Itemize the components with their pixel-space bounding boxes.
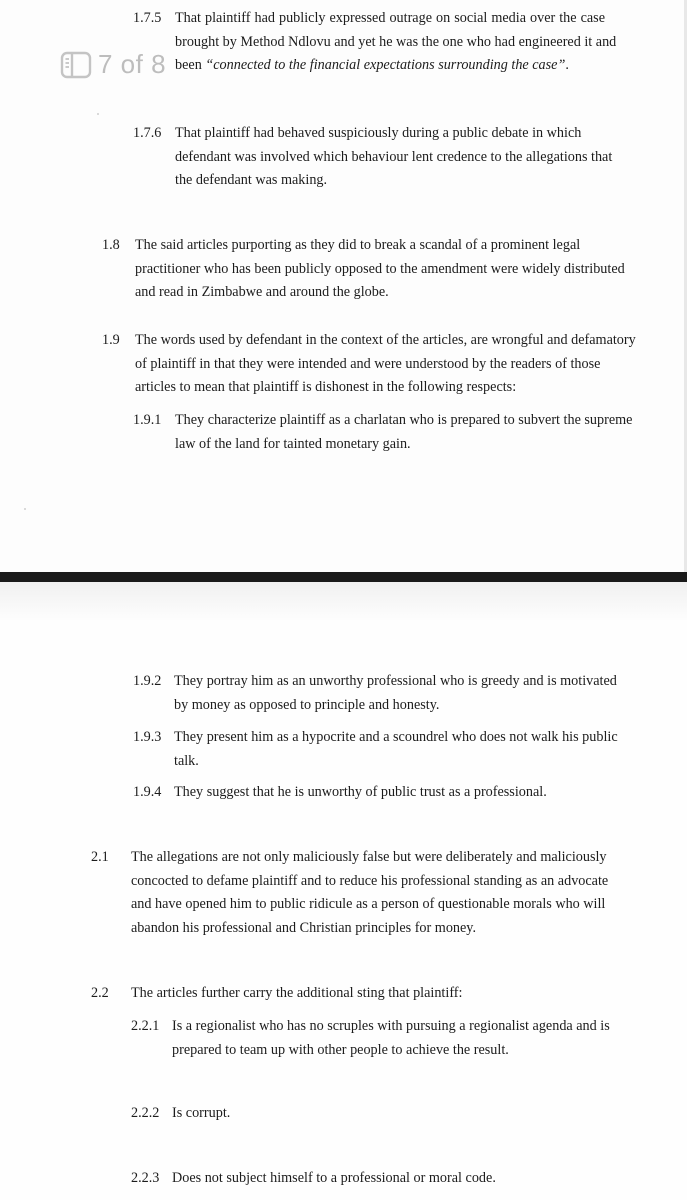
text-line: They present him as a hypocrite and a scoundrel who does not walk his public [174,729,618,745]
page-divider [0,572,687,582]
text-line: That plaintiff had behaved suspiciously during a public debate in which [175,125,582,141]
clause-text [135,234,625,305]
text-line: They suggest that he is unworthy of public trust as a professional. [174,784,547,800]
clause-number: 1.9 [102,332,120,348]
clause-text [174,726,618,773]
text-line: The said articles purporting as they did to break a scandal of a prominent legal [135,237,581,253]
clause-text [135,329,636,400]
text-line: of plaintiff in that they were intended and were understood by the readers of those [135,355,601,372]
clause-text [172,1167,604,1191]
text-line: abandon his professional and Christian principles for money. [131,919,477,936]
document-page-8 [0,582,687,1200]
page-shadow [0,582,687,622]
text-line: They portray him as an unworthy professional who is greedy and is motivated [174,673,617,689]
clause-text [174,781,604,805]
clause-number: 2.1 [91,849,109,865]
clause-number: 1.9.1 [133,412,162,428]
clause-number: 1.7.5 [133,10,162,26]
text-line: talk. [174,752,199,769]
clause-number: 1.9.3 [133,729,162,745]
text-line: the defendant was making. [175,172,328,188]
page-indicator[interactable] [60,49,166,80]
document-page-7 [0,0,687,572]
scan-speck [97,113,99,115]
text-line: been “connected to the financial expectations surrounding the case”. [175,57,569,73]
clause-number: 1.7.6 [133,125,162,141]
text-line: Does not subject himself to a professional or moral code. [172,1170,496,1186]
text-line: brought by Method Ndlovu and yet he was the one who had engineered it and [175,33,617,50]
clause-text [174,670,617,717]
text-line: prepared to team up with other people to achieve the result. [172,1041,509,1058]
text-line: concocted to defame plaintiff and to reduce his professional standing as an advocate [131,872,609,889]
text-line: Is a regionalist who has no scruples with pursuing a regionalist agenda and is [172,1018,610,1034]
text-line: defendant was involved which behaviour lent credence to the allegations that [175,148,613,165]
text-line: articles to mean that plaintiff is dishonest in the following respects: [135,379,517,395]
text-line: They characterize plaintiff as a charlatan who is prepared to subvert the supreme [175,412,633,428]
text-line: The allegations are not only maliciously false but were deliberately and maliciously [131,849,607,865]
page-indicator-label: 7 of 8 [98,49,167,79]
text-line: The articles further carry the additional sting that plaintiff: [131,985,463,1001]
text-line: The words used by defendant in the context of the articles, are wrongful and defamatory [135,332,636,348]
clause-number: 2.2.3 [131,1170,160,1186]
clause-text [131,982,603,1006]
text-line: Is corrupt. [172,1105,231,1121]
clause-number: 2.2 [91,985,109,1001]
clause-text [172,1015,610,1062]
text-line: practitioner who has been publicly opposed to the amendment were widely distributed [135,260,625,277]
text-line: and read in Zimbabwe and around the globe. [135,284,389,300]
clause-number: 2.2.2 [131,1105,160,1121]
clause-text [175,409,633,456]
text-line: law of the land for tainted monetary gain. [175,435,411,452]
clause-number: 1.8 [102,237,120,253]
text-line: and have opened him to public ridicule as a person of questionable morals who will [131,896,606,912]
text-line: by money as opposed to principle and honesty. [174,696,440,713]
clause-text [131,846,609,940]
clause-number: 1.9.4 [133,784,162,800]
clause-text [172,1102,604,1126]
quoted-phrase: “connected to the financial expectations surrounding the case” [205,57,566,73]
clause-text [175,7,617,78]
sidebar-icon[interactable] [60,51,92,79]
text-line: That plaintiff had publicly expressed outrage on social media over the case [175,10,605,26]
clause-number: 1.9.2 [133,673,162,689]
clause-number: 2.2.1 [131,1018,160,1034]
clause-text [175,122,613,193]
scan-speck [24,508,26,510]
